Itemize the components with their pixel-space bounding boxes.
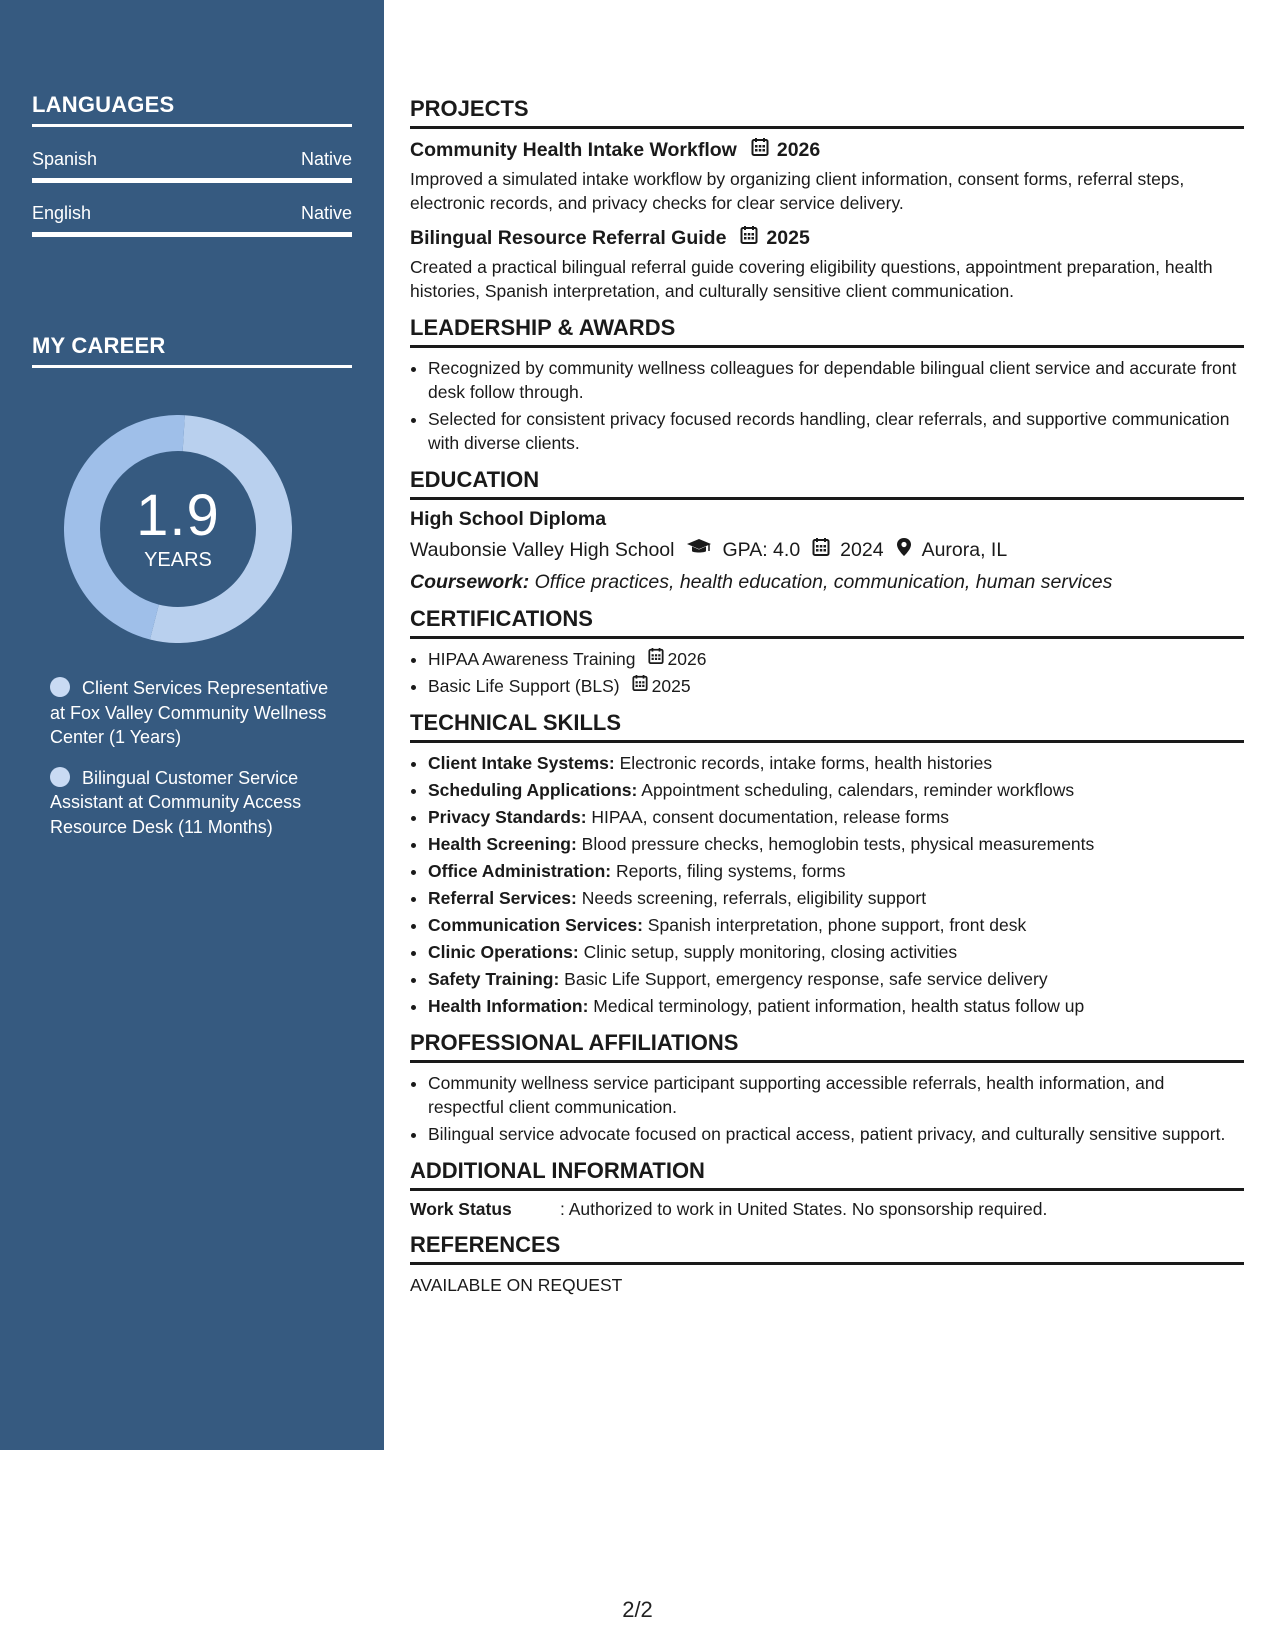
languages-section xyxy=(32,92,352,241)
skill-value: Medical terminology, patient information, health status follow up xyxy=(593,996,1085,1016)
career-item xyxy=(50,766,330,840)
education-school: Waubonsie Valley High School xyxy=(410,538,675,561)
list-item xyxy=(428,913,1244,937)
education-gpa: GPA: 4.0 xyxy=(722,538,801,561)
projects-section xyxy=(410,96,1244,303)
calendar-icon xyxy=(648,647,664,671)
career-donut xyxy=(64,415,292,643)
language-name: Spanish xyxy=(32,149,98,169)
list-item xyxy=(428,994,1244,1018)
list-item: • Community wellness service participant supporting accessible referrals, health information, and respectful client communication. xyxy=(428,1071,1244,1119)
calendar-icon xyxy=(632,674,648,698)
skill-label: Privacy Standards: xyxy=(428,807,587,827)
career-section xyxy=(32,333,352,368)
project-title-row xyxy=(410,137,1244,163)
skill-label: Client Intake Systems: xyxy=(428,753,615,773)
certification-name: • Basic Life Support (BLS) xyxy=(428,676,620,696)
certifications-section xyxy=(410,606,1244,698)
skill-value: Electronic records, intake forms, health histories xyxy=(619,753,993,773)
work-status-label: Work Status xyxy=(410,1199,512,1219)
coursework xyxy=(410,571,1244,594)
additional-info-section xyxy=(410,1158,1244,1220)
project-title: Community Health Intake Workflow xyxy=(410,138,737,161)
main-content xyxy=(410,96,1244,1309)
career-heading: MY CAREER xyxy=(32,333,352,368)
education-heading: EDUCATION xyxy=(410,467,1244,500)
references-heading: REFERENCES xyxy=(410,1232,1244,1265)
list-item xyxy=(428,832,1244,856)
list-item xyxy=(428,751,1244,775)
project-year: 2026 xyxy=(776,138,821,161)
skill-value: Blood pressure checks, hemoglobin tests, physical measurements xyxy=(581,834,1095,854)
projects-heading: PROJECTS xyxy=(410,96,1244,129)
education-location: Aurora, IL xyxy=(921,538,1008,561)
skill-value: Reports, filing systems, forms xyxy=(615,861,846,881)
certification-name: • HIPAA Awareness Training xyxy=(428,649,636,669)
language-level: Native xyxy=(300,203,352,223)
skill-label: Scheduling Applications: xyxy=(428,780,638,800)
list-item xyxy=(428,940,1244,964)
project-description: Created a practical bilingual referral guide covering eligibility questions, appointment preparation, health histories, Spanish interpretation, and culturally sensitive client communication. xyxy=(410,257,1213,301)
list-item: • Selected for consistent privacy focused records handling, clear referrals, and supportive communication with diverse clients. xyxy=(428,407,1244,455)
skill-label: Communication Services: xyxy=(428,915,643,935)
career-years-unit: YEARS xyxy=(144,548,212,571)
bullet-dot-icon xyxy=(50,677,70,697)
career-item-text: Client Services Representative at Fox Valley Community Wellness Center (1 Years) xyxy=(50,678,329,747)
skills-section xyxy=(410,710,1244,1018)
career-years-value: 1.9 xyxy=(136,482,220,548)
calendar-icon xyxy=(812,537,830,563)
project-title: Bilingual Resource Referral Guide xyxy=(410,226,727,249)
graduation-cap-icon xyxy=(686,538,712,562)
language-level: Native xyxy=(300,149,352,169)
career-list xyxy=(50,676,330,855)
certifications-list xyxy=(410,647,1244,698)
skill-label: Clinic Operations: xyxy=(428,942,579,962)
skills-heading: TECHNICAL SKILLS xyxy=(410,710,1244,743)
calendar-icon xyxy=(740,225,758,251)
project-description: Improved a simulated intake workflow by organizing client information, consent forms, referral steps, electronic records, and privacy checks for clear service delivery. xyxy=(410,169,1185,213)
list-item: • Bilingual service advocate focused on practical access, patient privacy, and culturally sensitive support. xyxy=(428,1122,1244,1146)
skill-value: HIPAA, consent documentation, release forms xyxy=(591,807,950,827)
list-item xyxy=(428,886,1244,910)
skill-label: Referral Services: xyxy=(428,888,577,908)
skill-label: Office Administration: xyxy=(428,861,612,881)
certification-year: 2025 xyxy=(651,676,691,696)
references-text: AVAILABLE ON REQUEST xyxy=(410,1275,623,1295)
list-item xyxy=(428,674,1244,698)
certification-year: 2026 xyxy=(667,649,707,669)
education-year: 2024 xyxy=(840,538,884,561)
work-status-value: : Authorized to work in United States. No sponsorship required. xyxy=(560,1199,1048,1219)
education-degree: High School Diploma xyxy=(410,508,607,530)
language-row xyxy=(32,127,352,183)
leadership-list xyxy=(410,356,1244,455)
skill-value: Needs screening, referrals, eligibility support xyxy=(581,888,927,908)
skill-value: Spanish interpretation, phone support, front desk xyxy=(647,915,1027,935)
coursework-text: Office practices, health education, communication, human services xyxy=(534,571,1113,593)
page-number: 2/2 xyxy=(622,1597,653,1622)
project-year: 2025 xyxy=(766,226,810,249)
list-item: • Recognized by community wellness colleagues for dependable bilingual client service and accurate front desk follow through. xyxy=(428,356,1244,404)
skills-list xyxy=(410,751,1244,1018)
language-row xyxy=(32,187,352,237)
sidebar xyxy=(0,0,384,1450)
affiliations-section xyxy=(410,1030,1244,1146)
language-name: English xyxy=(32,203,92,223)
career-donut-label xyxy=(64,415,292,643)
additional-info-heading: ADDITIONAL INFORMATION xyxy=(410,1158,1244,1191)
list-item xyxy=(428,778,1244,802)
calendar-icon xyxy=(751,137,769,163)
project-title-row xyxy=(410,225,1244,251)
leadership-heading: LEADERSHIP & AWARDS xyxy=(410,315,1244,348)
education-details xyxy=(410,537,1244,563)
skill-label: Safety Training: xyxy=(428,969,560,989)
location-pin-icon xyxy=(896,537,912,563)
list-item xyxy=(428,859,1244,883)
skill-value: Appointment scheduling, calendars, reminder workflows xyxy=(641,780,1075,800)
skill-label: Health Screening: xyxy=(428,834,577,854)
bullet-dot-icon xyxy=(50,767,70,787)
career-item xyxy=(50,676,330,750)
skill-value: Basic Life Support, emergency response, safe service delivery xyxy=(564,969,1048,989)
skill-value: Clinic setup, supply monitoring, closing activities xyxy=(583,942,958,962)
references-section xyxy=(410,1232,1244,1297)
languages-heading: LANGUAGES xyxy=(32,92,352,127)
list-item xyxy=(428,647,1244,671)
career-item-text: Bilingual Customer Service Assistant at Community Access Resource Desk (11 Months) xyxy=(50,767,302,837)
list-item xyxy=(428,805,1244,829)
coursework-label: Coursework: xyxy=(410,571,530,593)
affiliations-heading: PROFESSIONAL AFFILIATIONS xyxy=(410,1030,1244,1063)
leadership-section xyxy=(410,315,1244,455)
education-section xyxy=(410,467,1244,594)
skill-label: Health Information: xyxy=(428,996,589,1016)
certifications-heading: CERTIFICATIONS xyxy=(410,606,1244,639)
affiliations-list xyxy=(410,1071,1244,1146)
list-item xyxy=(428,967,1244,991)
work-status-row xyxy=(410,1199,1244,1220)
